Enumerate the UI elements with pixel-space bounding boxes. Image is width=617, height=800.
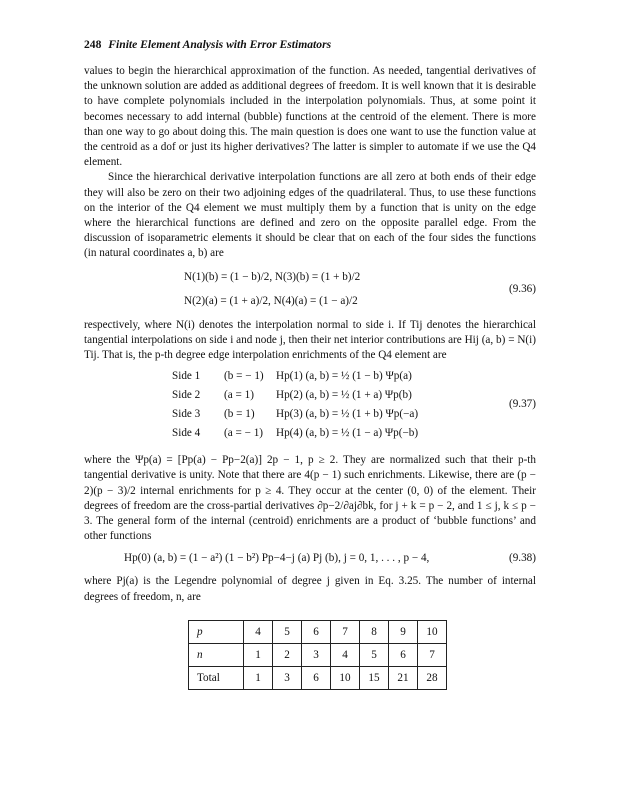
side-expression: Hp(3) (a, b) = ½ (1 + b) Ψp(−a)	[276, 408, 419, 421]
side-expression: Hp(4) (a, b) = ½ (1 − a) Ψp(−b)	[276, 427, 419, 440]
running-header	[84, 38, 331, 51]
eq-9-37-row	[84, 369, 536, 388]
table-cell: 15	[360, 667, 389, 690]
eq-9-37-row	[84, 388, 536, 407]
table-cell: 9	[389, 621, 418, 644]
table-cell: 8	[360, 621, 389, 644]
table-cell: 5	[360, 644, 389, 667]
book-title: Finite Element Analysis with Error Estimators	[108, 38, 332, 51]
eq-9-36-number: (9.36)	[508, 282, 536, 295]
side-expression: Hp(2) (a, b) = ½ (1 + a) Ψp(b)	[276, 389, 412, 402]
equation-9-37	[84, 369, 536, 449]
table-cell: 7	[418, 644, 447, 667]
paragraph-2: Since the hierarchical derivative interpolation functions are all zero at both ends of their edge they will also be zero on their two adjoining edges of the quadrilateral. Thus, to use these functions on the interior of the Q4 element we must multiply them by a function that is unity on the edge where the hierarchical functions are defined and zero on the opposite parallel edge. From the discussion of isoparametric elements it should be clear that on each of the four sides the functions (in natural coordinates a, b) are	[84, 171, 536, 260]
table-cell: 1	[244, 644, 273, 667]
eq-9-36-line-2: N(2)(a) = (1 + a)/2, N(4)(a) = (1 − a)/2	[184, 294, 358, 307]
table-cell: 6	[302, 667, 331, 690]
table-cell: 5	[273, 621, 302, 644]
eq-9-37-row	[84, 426, 536, 445]
row-label: p	[189, 621, 244, 644]
paragraph-1: values to begin the hierarchical approximation of the function. As needed, tangential derivatives of the unknown solution are added as additional degrees of freedom. It is well known that it is desirable to have complete polynomials included in the interpolation polynomials. Thus, at some point it becomes necessary to add internal (bubble) functions at the centroid of the element. There is more than one way to go about doing this. The main question is does one want to use the function value at the centroid as a dof or just its higher derivatives? The latter is simpler to automate if we use the Q4 element.	[84, 65, 536, 169]
body-text	[84, 64, 536, 605]
table-cell: 10	[331, 667, 360, 690]
table-cell: 28	[418, 667, 447, 690]
dof-table-wrapper	[188, 620, 447, 690]
side-condition: (a = 1)	[224, 389, 254, 402]
table-cell: 1	[244, 667, 273, 690]
table-cell: 4	[244, 621, 273, 644]
table-row	[189, 644, 447, 667]
table-row	[189, 667, 447, 690]
row-label: n	[189, 644, 244, 667]
side-label: Side 3	[172, 408, 201, 421]
paragraph-5: where Pj(a) is the Legendre polynomial of degree j given in Eq. 3.25. The number of internal degrees of freedom, n, are	[84, 575, 536, 603]
eq-9-38-number: (9.38)	[508, 552, 536, 565]
table-row	[189, 621, 447, 644]
table-cell: 21	[389, 667, 418, 690]
eq-9-36-line-1: N(1)(b) = (1 − b)/2, N(3)(b) = (1 + b)/2	[184, 270, 361, 283]
table-cell: 6	[302, 621, 331, 644]
table-cell: 3	[302, 644, 331, 667]
side-label: Side 4	[172, 427, 201, 440]
side-condition: (b = 1)	[224, 408, 255, 421]
eq-9-37-number: (9.37)	[508, 398, 536, 411]
eq-9-37-row	[84, 407, 536, 426]
side-label: Side 2	[172, 389, 201, 402]
table-cell: 2	[273, 644, 302, 667]
side-condition: (a = − 1)	[224, 427, 264, 440]
paragraph-3: respectively, where N(i) denotes the interpolation normal to side i. If Tij denotes the hierarchical tangential interpolations on side i and node j, then their net interior contributions are Hij (a, b) = N(i) Tij. That is, the p-th degree edge interpolation enrichments of the Q4 element are	[84, 318, 536, 362]
page-number: 248	[84, 38, 102, 51]
equation-9-38	[84, 550, 536, 568]
table-cell: 10	[418, 621, 447, 644]
side-expression: Hp(1) (a, b) = ½ (1 − b) Ψp(a)	[276, 370, 412, 383]
eq-9-38-expression: Hp(0) (a, b) = (1 − a²) (1 − b²) Pp−4−j (a) Pj (b), j = 0, 1, . . . , p − 4,	[124, 552, 430, 565]
side-condition: (b = − 1)	[224, 370, 264, 383]
equation-9-36	[84, 268, 536, 312]
table-cell: 7	[331, 621, 360, 644]
side-label: Side 1	[172, 370, 201, 383]
paragraph-4: where the Ψp(a) = [Pp(a) − Pp−2(a)] 2p − 1, p ≥ 2. They are normalized such that their p-th tangential derivative is unity. Note that there are 4(p − 1) such enrichments. Likewise, there are (p − 2)(p − 3)/2 internal enrichments for p ≥ 4. They occur at the center (0, 0) of the element. Their degrees of freedom are the cross-partial derivatives ∂p−2/∂aj∂bk, for j + k = p − 2, and 1 ≤ j, k ≤ p − 3. The general form of the internal (centroid) enrichments are a product of ‘bubble functions’ and other functions	[84, 454, 536, 543]
row-label: Total	[189, 667, 244, 690]
table-cell: 3	[273, 667, 302, 690]
dof-table	[188, 620, 447, 690]
table-cell: 6	[389, 644, 418, 667]
table-cell: 4	[331, 644, 360, 667]
